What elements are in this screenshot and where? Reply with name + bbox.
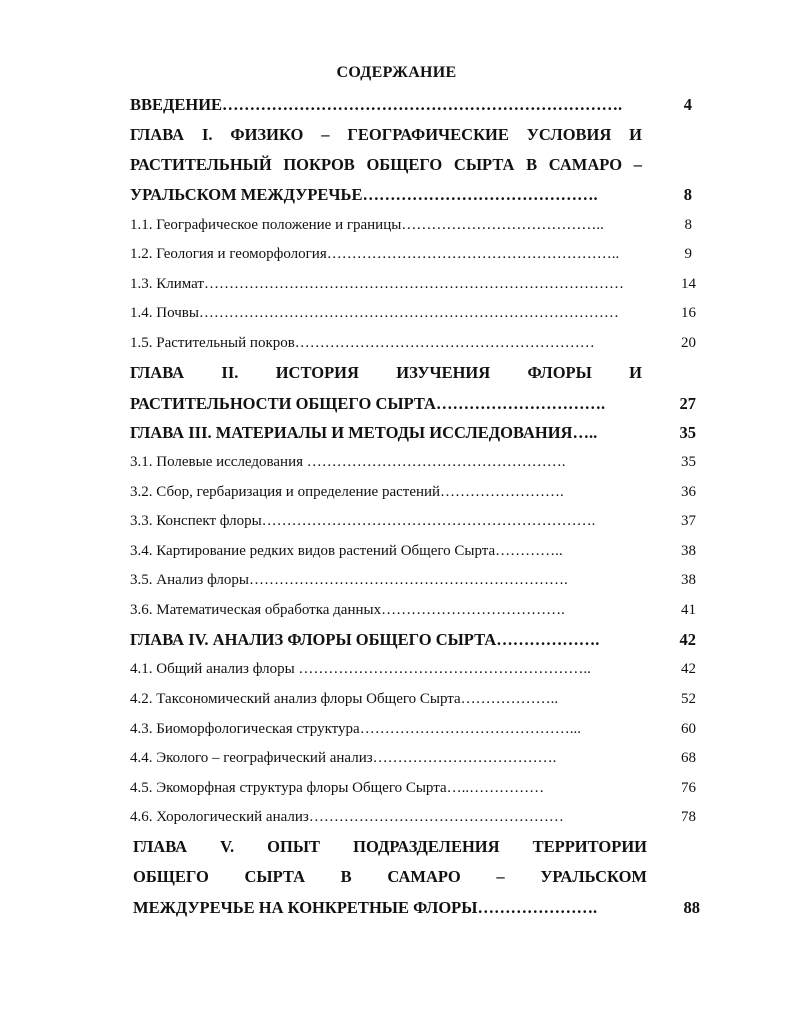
toc-entry-chapter-1-line-1 [0, 124, 793, 148]
toc-entry-text: 4.6. Хорологический анализ…………………………………………… [130, 809, 564, 825]
toc-entry-3-2 [0, 481, 793, 505]
toc-entry-chapter-2-line-1 [0, 362, 793, 386]
toc-entry-page: 16 [681, 305, 696, 321]
toc-entry-page: 8 [683, 185, 692, 204]
toc-entry-3-3 [0, 510, 793, 534]
toc-entry-text: РАСТИТЕЛЬНЫЙ ПОКРОВ ОБЩЕГО СЫРТА В САМАРО – [130, 155, 642, 174]
page-title: СОДЕРЖАНИЕ [336, 64, 457, 81]
toc-entry-1-3 [0, 273, 793, 297]
toc-entry-text: 4.4. Эколого – географический анализ………………………………. [130, 750, 557, 766]
toc-entry-text: 3.2. Сбор, гербаризация и определение растений……………………. [130, 484, 564, 500]
toc-entry-4-4 [0, 747, 793, 771]
toc-entry-text: ГЛАВА I. ФИЗИКО – ГЕОГРАФИЧЕСКИЕ УСЛОВИЯ И [130, 125, 642, 144]
toc-entry-1-4 [0, 302, 793, 326]
toc-entry-text: ВВЕДЕНИЕ………………………………………………………………. [130, 95, 623, 114]
toc-entry-text: 4.3. Биоморфологическая структура……………………………………... [130, 721, 581, 737]
toc-entry-chapter-5-line-2 [0, 866, 793, 890]
toc-entry-4-1 [0, 658, 793, 682]
toc-entry-page: 42 [679, 630, 696, 649]
toc-entry-page: 52 [681, 691, 696, 707]
toc-entry-page: 68 [681, 750, 696, 766]
toc-entry-4-6 [0, 806, 793, 830]
toc-entry-text: РАСТИТЕЛЬНОСТИ ОБЩЕГО СЫРТА…………………………. [130, 394, 606, 413]
toc-entry-3-6 [0, 599, 793, 623]
toc-entry-page: 38 [681, 543, 696, 559]
toc-entry-page: 14 [681, 276, 696, 292]
toc-entry-page: 42 [681, 661, 696, 677]
toc-entry-page: 88 [683, 898, 700, 917]
toc-entry-4-5 [0, 777, 793, 801]
toc-entry-text: 3.4. Картирование редких видов растений Общего Сырта………….. [130, 543, 563, 559]
toc-entry-1-1 [0, 214, 793, 238]
toc-entry-text: 1.5. Растительный покров…………………………………………………… [130, 335, 595, 351]
toc-entry-text: 3.1. Полевые исследования ……………………………………………. [130, 454, 566, 470]
toc-entry-page: 78 [681, 809, 696, 825]
toc-entry-page: 76 [681, 780, 696, 796]
toc-entry-text: 3.6. Математическая обработка данных………………………………. [130, 602, 565, 618]
toc-entry-3-4 [0, 540, 793, 564]
toc-entry-text: 1.3. Климат………………………………………………………………………… [130, 276, 624, 292]
toc-entry-text: 3.3. Конспект флоры…………………………………………………………. [130, 513, 596, 529]
toc-entry-text: ГЛАВА V. ОПЫТ ПОДРАЗДЕЛЕНИЯ ТЕРРИТОРИИ [133, 837, 647, 856]
toc-entry-3-5 [0, 569, 793, 593]
toc-entry-page: 9 [684, 246, 692, 262]
toc-entry-text: 4.1. Общий анализ флоры ………………………………………………….. [130, 661, 591, 677]
toc-entry-text: УРАЛЬСКОМ МЕЖДУРЕЧЬЕ……………………………………. [130, 185, 598, 204]
toc-entry-1-2 [0, 243, 793, 267]
toc-entry-text: 4.5. Экоморфная структура флоры Общего Сырта…..…………… [130, 780, 545, 796]
toc-entry-chapter-1-line-3 [0, 184, 793, 208]
toc-entry-3-1 [0, 451, 793, 475]
toc-entry-page: 35 [679, 423, 696, 442]
toc-entry-page: 38 [681, 572, 696, 588]
toc-entry-text: МЕЖДУРЕЧЬЕ НА КОНКРЕТНЫЕ ФЛОРЫ…………………. [133, 898, 598, 917]
toc-entry-chapter-3 [0, 422, 793, 446]
toc-entry-chapter-5-line-3 [0, 897, 793, 921]
toc-entry-text: 1.1. Географическое положение и границы………………………………….. [130, 217, 604, 233]
toc-entry-text: ГЛАВА III. МАТЕРИАЛЫ И МЕТОДЫ ИССЛЕДОВАНИЯ….. [130, 423, 598, 442]
toc-entry-text: 1.4. Почвы………………………………………………………………………… [130, 305, 619, 321]
toc-entry-text: 4.2. Таксономический анализ флоры Общего Сырта……………….. [130, 691, 559, 707]
toc-entry-chapter-5-line-1 [0, 836, 793, 860]
toc-entry-page: 27 [679, 394, 696, 413]
toc-entry-chapter-1-line-2 [0, 154, 793, 178]
toc-entry-page: 8 [684, 217, 692, 233]
toc-entry-4-3 [0, 718, 793, 742]
toc-entry-text: ГЛАВА IV. АНАЛИЗ ФЛОРЫ ОБЩЕГО СЫРТА………………. [130, 630, 600, 649]
toc-entry-text: ГЛАВА II. ИСТОРИЯ ИЗУЧЕНИЯ ФЛОРЫ И [130, 363, 642, 382]
toc-entry-page: 4 [683, 95, 692, 114]
toc-entry-page: 36 [681, 484, 696, 500]
toc-entry-4-2 [0, 688, 793, 712]
toc-entry-text: 1.2. Геология и геоморфология………………………………………………….. [130, 246, 620, 262]
toc-entry-text: ОБЩЕГО СЫРТА В САМАРО – УРАЛЬСКОМ [133, 867, 647, 886]
toc-entry-chapter-4 [0, 629, 793, 653]
toc-entry-page: 35 [681, 454, 696, 470]
toc-entry-introduction [0, 94, 793, 118]
toc-entry-text: 3.5. Анализ флоры………………………………………………………. [130, 572, 568, 588]
toc-entry-page: 41 [681, 602, 696, 618]
toc-entry-page: 60 [681, 721, 696, 737]
toc-entry-page: 20 [681, 335, 696, 351]
toc-entry-1-5 [0, 332, 793, 356]
toc-entry-page: 37 [681, 513, 696, 529]
toc-entry-chapter-2-line-2 [0, 393, 793, 417]
